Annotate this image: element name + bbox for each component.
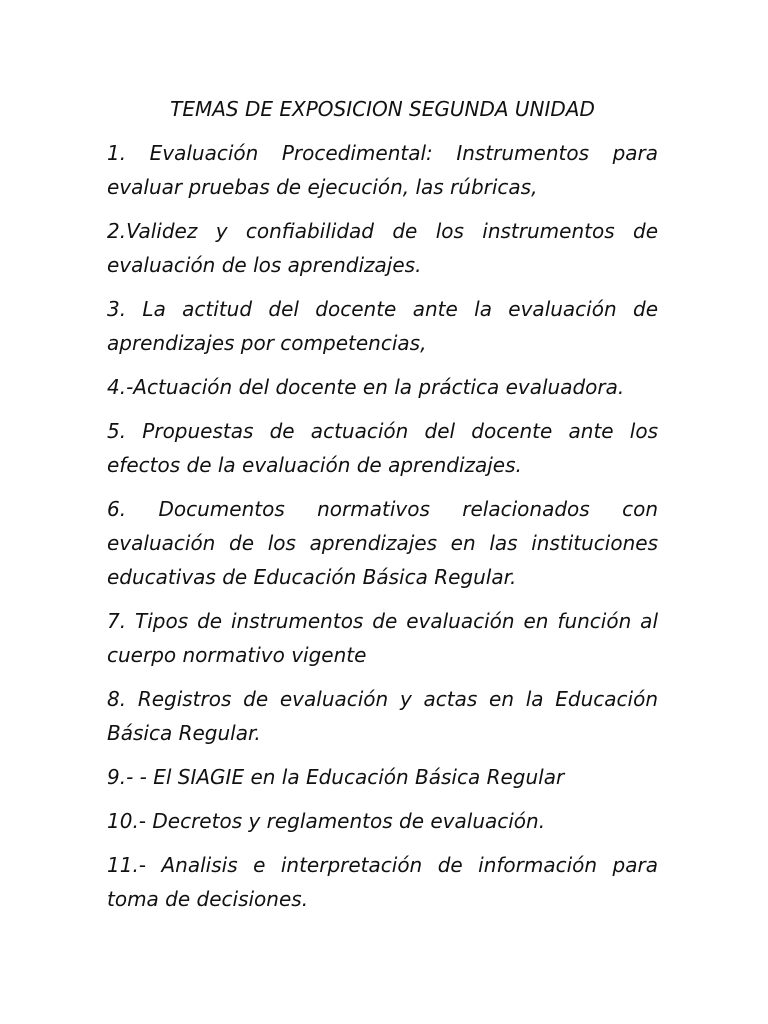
topic-item-6: 6. Documentos normativos relacionados con evaluación de los aprendizajes en las instituciones educativas de Educación Básica Regular.: [107, 497, 658, 589]
topic-item-5: 5. Propuestas de actuación del docente ante los efectos de la evaluación de aprendizajes.: [107, 419, 658, 477]
topic-item-3: 3. La actitud del docente ante la evaluación de aprendizajes por competencias,: [107, 297, 658, 355]
topic-item-4: 4.-Actuación del docente en la práctica evaluadora.: [107, 375, 625, 399]
topic-item-7: 7. Tipos de instrumentos de evaluación en función al cuerpo normativo vigente: [107, 609, 658, 667]
topic-item-10: 10.- Decretos y reglamentos de evaluación.: [107, 809, 546, 833]
document-title: TEMAS DE EXPOSICION SEGUNDA UNIDAD: [170, 97, 595, 121]
topic-item-11: 11.- Analisis e interpretación de información para toma de decisiones.: [107, 853, 658, 911]
document-page: [107, 92, 658, 926]
topic-item-9: 9.- - El SIAGIE en la Educación Básica Regular: [107, 765, 565, 789]
topic-item-1: 1. Evaluación Procedimental: Instrumentos para evaluar pruebas de ejecución, las rúbricas,: [107, 141, 658, 199]
topic-item-2: 2.Validez y confiabilidad de los instrumentos de evaluación de los aprendizajes.: [107, 219, 658, 277]
topic-item-8: 8. Registros de evaluación y actas en la Educación Básica Regular.: [107, 687, 658, 745]
